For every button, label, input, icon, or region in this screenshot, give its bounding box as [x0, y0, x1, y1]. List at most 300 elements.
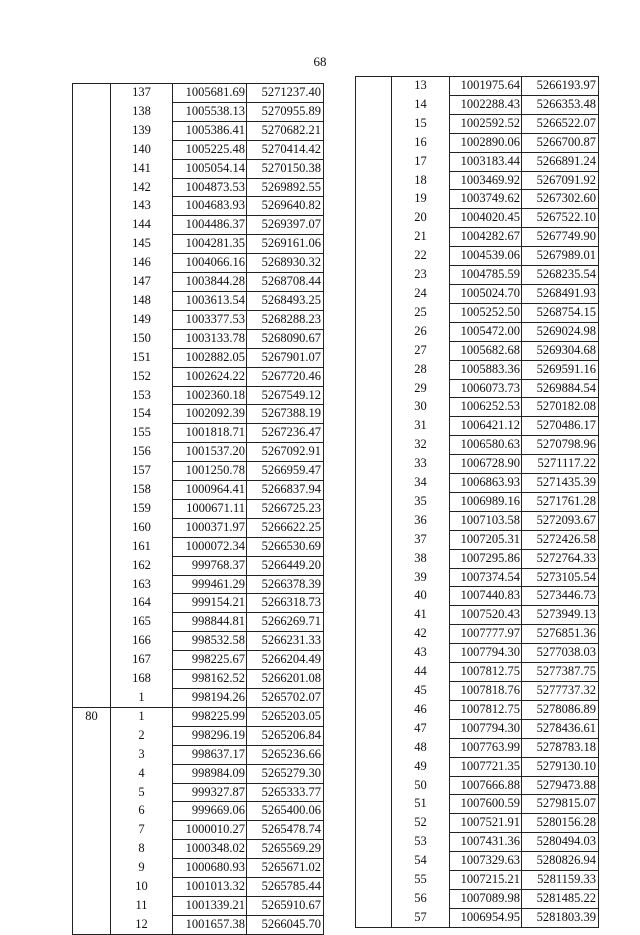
point-number-cell: 1 — [111, 689, 173, 708]
table-row — [73, 367, 324, 386]
table-row — [356, 171, 599, 190]
point-number-cell: 51 — [392, 795, 450, 814]
group-cell — [73, 783, 111, 802]
y-coordinate-cell: 5266201.08 — [247, 670, 324, 689]
point-number-cell: 19 — [392, 190, 450, 209]
table-row — [73, 745, 324, 764]
point-number-cell: 1 — [111, 707, 173, 726]
table-row — [73, 254, 324, 273]
y-coordinate-cell: 5280156.28 — [522, 814, 599, 833]
table-row — [356, 625, 599, 644]
group-cell — [356, 247, 392, 266]
point-number-cell: 145 — [111, 235, 173, 254]
x-coordinate-cell: 1007295.86 — [450, 549, 522, 568]
point-number-cell: 25 — [392, 303, 450, 322]
group-cell — [73, 575, 111, 594]
group-cell — [73, 291, 111, 310]
point-number-cell: 15 — [392, 114, 450, 133]
table-row — [73, 291, 324, 310]
point-number-cell: 161 — [111, 537, 173, 556]
point-number-cell: 140 — [111, 140, 173, 159]
point-number-cell: 159 — [111, 499, 173, 518]
table-row — [73, 915, 324, 934]
point-number-cell: 14 — [392, 95, 450, 114]
x-coordinate-cell: 1002092.39 — [173, 405, 247, 424]
table-row — [73, 764, 324, 783]
table-row — [356, 209, 599, 228]
point-number-cell: 28 — [392, 360, 450, 379]
y-coordinate-cell: 5267901.07 — [247, 348, 324, 367]
table-row — [73, 424, 324, 443]
table-row — [356, 663, 599, 682]
y-coordinate-cell: 5268708.44 — [247, 273, 324, 292]
table-row — [73, 102, 324, 121]
table-row — [73, 197, 324, 216]
group-cell — [73, 840, 111, 859]
point-number-cell: 7 — [111, 821, 173, 840]
x-coordinate-cell: 1007440.83 — [450, 587, 522, 606]
group-cell — [356, 303, 392, 322]
point-number-cell: 44 — [392, 663, 450, 682]
y-coordinate-cell: 5280494.03 — [522, 833, 599, 852]
point-number-cell: 148 — [111, 291, 173, 310]
y-coordinate-cell: 5265702.07 — [247, 689, 324, 708]
y-coordinate-cell: 5280826.94 — [522, 852, 599, 871]
x-coordinate-cell: 1002882.05 — [173, 348, 247, 367]
point-number-cell: 166 — [111, 632, 173, 651]
group-cell — [356, 625, 392, 644]
group-cell — [73, 802, 111, 821]
group-cell — [73, 689, 111, 708]
x-coordinate-cell: 1006421.12 — [450, 417, 522, 436]
group-cell — [73, 481, 111, 500]
group-cell — [356, 644, 392, 663]
table-row — [73, 783, 324, 802]
table-row — [356, 511, 599, 530]
group-cell — [73, 878, 111, 897]
table-row — [73, 670, 324, 689]
table-row — [73, 140, 324, 159]
point-number-cell: 12 — [111, 915, 173, 934]
x-coordinate-cell: 1001975.64 — [450, 77, 522, 96]
point-number-cell: 2 — [111, 726, 173, 745]
y-coordinate-cell: 5266269.71 — [247, 613, 324, 632]
point-number-cell: 158 — [111, 481, 173, 500]
y-coordinate-cell: 5267236.47 — [247, 424, 324, 443]
group-cell — [356, 492, 392, 511]
y-coordinate-cell: 5270486.17 — [522, 417, 599, 436]
y-coordinate-cell: 5267091.92 — [522, 171, 599, 190]
y-coordinate-cell: 5265203.05 — [247, 707, 324, 726]
x-coordinate-cell: 1006580.63 — [450, 436, 522, 455]
point-number-cell: 23 — [392, 266, 450, 285]
group-cell — [356, 171, 392, 190]
table-row — [356, 795, 599, 814]
table-row — [356, 436, 599, 455]
x-coordinate-cell: 1004020.45 — [450, 209, 522, 228]
x-coordinate-cell: 998637.17 — [173, 745, 247, 764]
y-coordinate-cell: 5269884.54 — [522, 379, 599, 398]
group-cell — [73, 424, 111, 443]
x-coordinate-cell: 1000010.27 — [173, 821, 247, 840]
y-coordinate-cell: 5266522.07 — [522, 114, 599, 133]
point-number-cell: 16 — [392, 133, 450, 152]
y-coordinate-cell: 5266318.73 — [247, 594, 324, 613]
point-number-cell: 144 — [111, 216, 173, 235]
table-row — [356, 455, 599, 474]
group-cell — [73, 821, 111, 840]
point-number-cell: 29 — [392, 379, 450, 398]
point-number-cell: 142 — [111, 178, 173, 197]
y-coordinate-cell: 5272093.67 — [522, 511, 599, 530]
y-coordinate-cell: 5277387.75 — [522, 663, 599, 682]
x-coordinate-cell: 1005225.48 — [173, 140, 247, 159]
y-coordinate-cell: 5268493.25 — [247, 291, 324, 310]
group-cell — [73, 859, 111, 878]
y-coordinate-cell: 5265671.02 — [247, 859, 324, 878]
point-number-cell: 164 — [111, 594, 173, 613]
table-row — [356, 303, 599, 322]
x-coordinate-cell: 1005538.13 — [173, 102, 247, 121]
group-cell: 80 — [73, 707, 111, 726]
group-cell — [73, 84, 111, 103]
x-coordinate-cell: 998162.52 — [173, 670, 247, 689]
table-row — [356, 889, 599, 908]
point-number-cell: 151 — [111, 348, 173, 367]
table-row — [356, 644, 599, 663]
x-coordinate-cell: 1007374.54 — [450, 568, 522, 587]
table-row — [73, 556, 324, 575]
group-cell — [73, 348, 111, 367]
x-coordinate-cell: 998225.67 — [173, 651, 247, 670]
group-cell — [73, 896, 111, 915]
point-number-cell: 3 — [111, 745, 173, 764]
point-number-cell: 55 — [392, 871, 450, 890]
table-row — [73, 537, 324, 556]
x-coordinate-cell: 1007521.91 — [450, 814, 522, 833]
y-coordinate-cell: 5281159.33 — [522, 871, 599, 890]
x-coordinate-cell: 1001537.20 — [173, 443, 247, 462]
group-cell — [356, 663, 392, 682]
x-coordinate-cell: 1002592.52 — [450, 114, 522, 133]
table-row — [73, 632, 324, 651]
point-number-cell: 43 — [392, 644, 450, 663]
y-coordinate-cell: 5273446.73 — [522, 587, 599, 606]
y-coordinate-cell: 5267989.01 — [522, 247, 599, 266]
y-coordinate-cell: 5266378.39 — [247, 575, 324, 594]
y-coordinate-cell: 5268288.23 — [247, 310, 324, 329]
table-row — [73, 481, 324, 500]
y-coordinate-cell: 5265910.67 — [247, 896, 324, 915]
point-number-cell: 153 — [111, 386, 173, 405]
table-row — [356, 322, 599, 341]
group-cell — [356, 152, 392, 171]
table-row — [73, 348, 324, 367]
group-cell — [73, 651, 111, 670]
y-coordinate-cell: 5278436.61 — [522, 719, 599, 738]
y-coordinate-cell: 5268235.54 — [522, 266, 599, 285]
group-cell — [356, 889, 392, 908]
table-row — [73, 235, 324, 254]
x-coordinate-cell: 1001657.38 — [173, 915, 247, 934]
point-number-cell: 152 — [111, 367, 173, 386]
point-number-cell: 150 — [111, 329, 173, 348]
group-cell — [73, 632, 111, 651]
point-number-cell: 49 — [392, 757, 450, 776]
y-coordinate-cell: 5269640.82 — [247, 197, 324, 216]
y-coordinate-cell: 5267549.12 — [247, 386, 324, 405]
group-cell — [356, 322, 392, 341]
group-cell — [73, 518, 111, 537]
left-coordinate-table — [72, 83, 324, 935]
table-row — [356, 682, 599, 701]
x-coordinate-cell: 1005682.68 — [450, 341, 522, 360]
x-coordinate-cell: 1007103.58 — [450, 511, 522, 530]
group-cell — [356, 871, 392, 890]
table-row — [356, 738, 599, 757]
table-row — [356, 247, 599, 266]
x-coordinate-cell: 1004281.35 — [173, 235, 247, 254]
y-coordinate-cell: 5270955.89 — [247, 102, 324, 121]
x-coordinate-cell: 999327.87 — [173, 783, 247, 802]
table-row — [356, 871, 599, 890]
group-cell — [356, 587, 392, 606]
y-coordinate-cell: 5268491.93 — [522, 284, 599, 303]
table-row — [73, 518, 324, 537]
y-coordinate-cell: 5266837.94 — [247, 481, 324, 500]
y-coordinate-cell: 5268930.32 — [247, 254, 324, 273]
table-row — [73, 443, 324, 462]
table-row — [73, 878, 324, 897]
y-coordinate-cell: 5265569.29 — [247, 840, 324, 859]
x-coordinate-cell: 1006252.53 — [450, 398, 522, 417]
x-coordinate-cell: 1006728.90 — [450, 455, 522, 474]
y-coordinate-cell: 5271237.40 — [247, 84, 324, 103]
table-row — [73, 329, 324, 348]
table-row — [356, 908, 599, 927]
point-number-cell: 42 — [392, 625, 450, 644]
y-coordinate-cell: 5278086.89 — [522, 700, 599, 719]
x-coordinate-cell: 1002288.43 — [450, 95, 522, 114]
group-cell — [356, 266, 392, 285]
point-number-cell: 155 — [111, 424, 173, 443]
x-coordinate-cell: 1004785.59 — [450, 266, 522, 285]
table-row — [73, 859, 324, 878]
x-coordinate-cell: 1003613.54 — [173, 291, 247, 310]
table-row — [356, 492, 599, 511]
x-coordinate-cell: 1003749.62 — [450, 190, 522, 209]
y-coordinate-cell: 5266449.20 — [247, 556, 324, 575]
point-number-cell: 17 — [392, 152, 450, 171]
table-row — [356, 398, 599, 417]
y-coordinate-cell: 5267302.60 — [522, 190, 599, 209]
x-coordinate-cell: 1007812.75 — [450, 700, 522, 719]
x-coordinate-cell: 1005681.69 — [173, 84, 247, 103]
x-coordinate-cell: 1001013.32 — [173, 878, 247, 897]
point-number-cell: 38 — [392, 549, 450, 568]
y-coordinate-cell: 5277737.32 — [522, 682, 599, 701]
table-row — [73, 840, 324, 859]
point-number-cell: 167 — [111, 651, 173, 670]
x-coordinate-cell: 1006073.73 — [450, 379, 522, 398]
x-coordinate-cell: 1004282.67 — [450, 228, 522, 247]
table-row — [356, 152, 599, 171]
table-row — [356, 530, 599, 549]
group-cell — [73, 443, 111, 462]
table-row — [73, 689, 324, 708]
y-coordinate-cell: 5272764.33 — [522, 549, 599, 568]
group-cell — [73, 140, 111, 159]
group-cell — [73, 178, 111, 197]
x-coordinate-cell: 1000964.41 — [173, 481, 247, 500]
y-coordinate-cell: 5269024.98 — [522, 322, 599, 341]
x-coordinate-cell: 1005054.14 — [173, 159, 247, 178]
y-coordinate-cell: 5269304.68 — [522, 341, 599, 360]
x-coordinate-cell: 1007818.76 — [450, 682, 522, 701]
table-row — [73, 499, 324, 518]
y-coordinate-cell: 5265785.44 — [247, 878, 324, 897]
table-row — [73, 651, 324, 670]
left-table-body — [73, 84, 324, 935]
table-row — [73, 594, 324, 613]
x-coordinate-cell: 1005883.36 — [450, 360, 522, 379]
x-coordinate-cell: 1007329.63 — [450, 852, 522, 871]
group-cell — [73, 197, 111, 216]
group-cell — [356, 719, 392, 738]
x-coordinate-cell: 1002360.18 — [173, 386, 247, 405]
table-row — [356, 360, 599, 379]
x-coordinate-cell: 1007777.97 — [450, 625, 522, 644]
group-cell — [356, 833, 392, 852]
y-coordinate-cell: 5266231.33 — [247, 632, 324, 651]
x-coordinate-cell: 1005472.00 — [450, 322, 522, 341]
point-number-cell: 6 — [111, 802, 173, 821]
group-cell — [356, 133, 392, 152]
table-row — [356, 757, 599, 776]
table-row — [73, 726, 324, 745]
group-cell — [73, 216, 111, 235]
x-coordinate-cell: 1004066.16 — [173, 254, 247, 273]
table-row — [356, 114, 599, 133]
table-row — [356, 190, 599, 209]
point-number-cell: 57 — [392, 908, 450, 927]
y-coordinate-cell: 5270182.08 — [522, 398, 599, 417]
group-cell — [73, 367, 111, 386]
point-number-cell: 27 — [392, 341, 450, 360]
table-row — [356, 266, 599, 285]
point-number-cell: 149 — [111, 310, 173, 329]
point-number-cell: 30 — [392, 398, 450, 417]
group-cell — [356, 284, 392, 303]
x-coordinate-cell: 1005024.70 — [450, 284, 522, 303]
y-coordinate-cell: 5266045.70 — [247, 915, 324, 934]
group-cell — [73, 121, 111, 140]
x-coordinate-cell: 998532.58 — [173, 632, 247, 651]
y-coordinate-cell: 5276851.36 — [522, 625, 599, 644]
group-cell — [73, 499, 111, 518]
y-coordinate-cell: 5271117.22 — [522, 455, 599, 474]
point-number-cell: 37 — [392, 530, 450, 549]
table-row — [73, 121, 324, 140]
y-coordinate-cell: 5266530.69 — [247, 537, 324, 556]
group-cell — [356, 700, 392, 719]
x-coordinate-cell: 1006989.16 — [450, 492, 522, 511]
right-coordinate-table — [355, 76, 599, 928]
group-cell — [73, 745, 111, 764]
point-number-cell: 48 — [392, 738, 450, 757]
group-cell — [356, 341, 392, 360]
y-coordinate-cell: 5269892.55 — [247, 178, 324, 197]
point-number-cell: 41 — [392, 606, 450, 625]
x-coordinate-cell: 998225.99 — [173, 707, 247, 726]
point-number-cell: 52 — [392, 814, 450, 833]
group-cell — [73, 235, 111, 254]
table-row — [356, 77, 599, 96]
group-cell — [356, 417, 392, 436]
x-coordinate-cell: 1000671.11 — [173, 499, 247, 518]
table-row — [356, 833, 599, 852]
group-cell — [356, 436, 392, 455]
group-cell — [356, 568, 392, 587]
x-coordinate-cell: 1002624.22 — [173, 367, 247, 386]
group-cell — [356, 114, 392, 133]
y-coordinate-cell: 5266725.23 — [247, 499, 324, 518]
y-coordinate-cell: 5279815.07 — [522, 795, 599, 814]
group-cell — [73, 102, 111, 121]
table-row — [356, 284, 599, 303]
point-number-cell: 50 — [392, 776, 450, 795]
group-cell — [73, 915, 111, 934]
group-cell — [73, 273, 111, 292]
point-number-cell: 39 — [392, 568, 450, 587]
x-coordinate-cell: 998844.81 — [173, 613, 247, 632]
group-cell — [73, 537, 111, 556]
y-coordinate-cell: 5265333.77 — [247, 783, 324, 802]
point-number-cell: 163 — [111, 575, 173, 594]
point-number-cell: 138 — [111, 102, 173, 121]
x-coordinate-cell: 1007794.30 — [450, 719, 522, 738]
table-row — [73, 802, 324, 821]
x-coordinate-cell: 1007721.35 — [450, 757, 522, 776]
x-coordinate-cell: 1001250.78 — [173, 462, 247, 481]
point-number-cell: 32 — [392, 436, 450, 455]
table-row — [73, 405, 324, 424]
y-coordinate-cell: 5271435.39 — [522, 474, 599, 493]
y-coordinate-cell: 5267749.90 — [522, 228, 599, 247]
y-coordinate-cell: 5281485.22 — [522, 889, 599, 908]
group-cell — [73, 159, 111, 178]
x-coordinate-cell: 1007205.31 — [450, 530, 522, 549]
group-cell — [73, 405, 111, 424]
table-row — [73, 216, 324, 235]
y-coordinate-cell: 5270682.21 — [247, 121, 324, 140]
x-coordinate-cell: 1006863.93 — [450, 474, 522, 493]
page-number: 68 — [313, 54, 327, 69]
group-cell — [356, 209, 392, 228]
table-row — [73, 178, 324, 197]
table-row — [356, 228, 599, 247]
y-coordinate-cell: 5278783.18 — [522, 738, 599, 757]
y-coordinate-cell: 5269161.06 — [247, 235, 324, 254]
x-coordinate-cell: 1002890.06 — [450, 133, 522, 152]
table-row — [356, 379, 599, 398]
table-row — [73, 613, 324, 632]
x-coordinate-cell: 999461.29 — [173, 575, 247, 594]
point-number-cell: 36 — [392, 511, 450, 530]
y-coordinate-cell: 5266891.24 — [522, 152, 599, 171]
group-cell — [356, 530, 392, 549]
y-coordinate-cell: 5267522.10 — [522, 209, 599, 228]
